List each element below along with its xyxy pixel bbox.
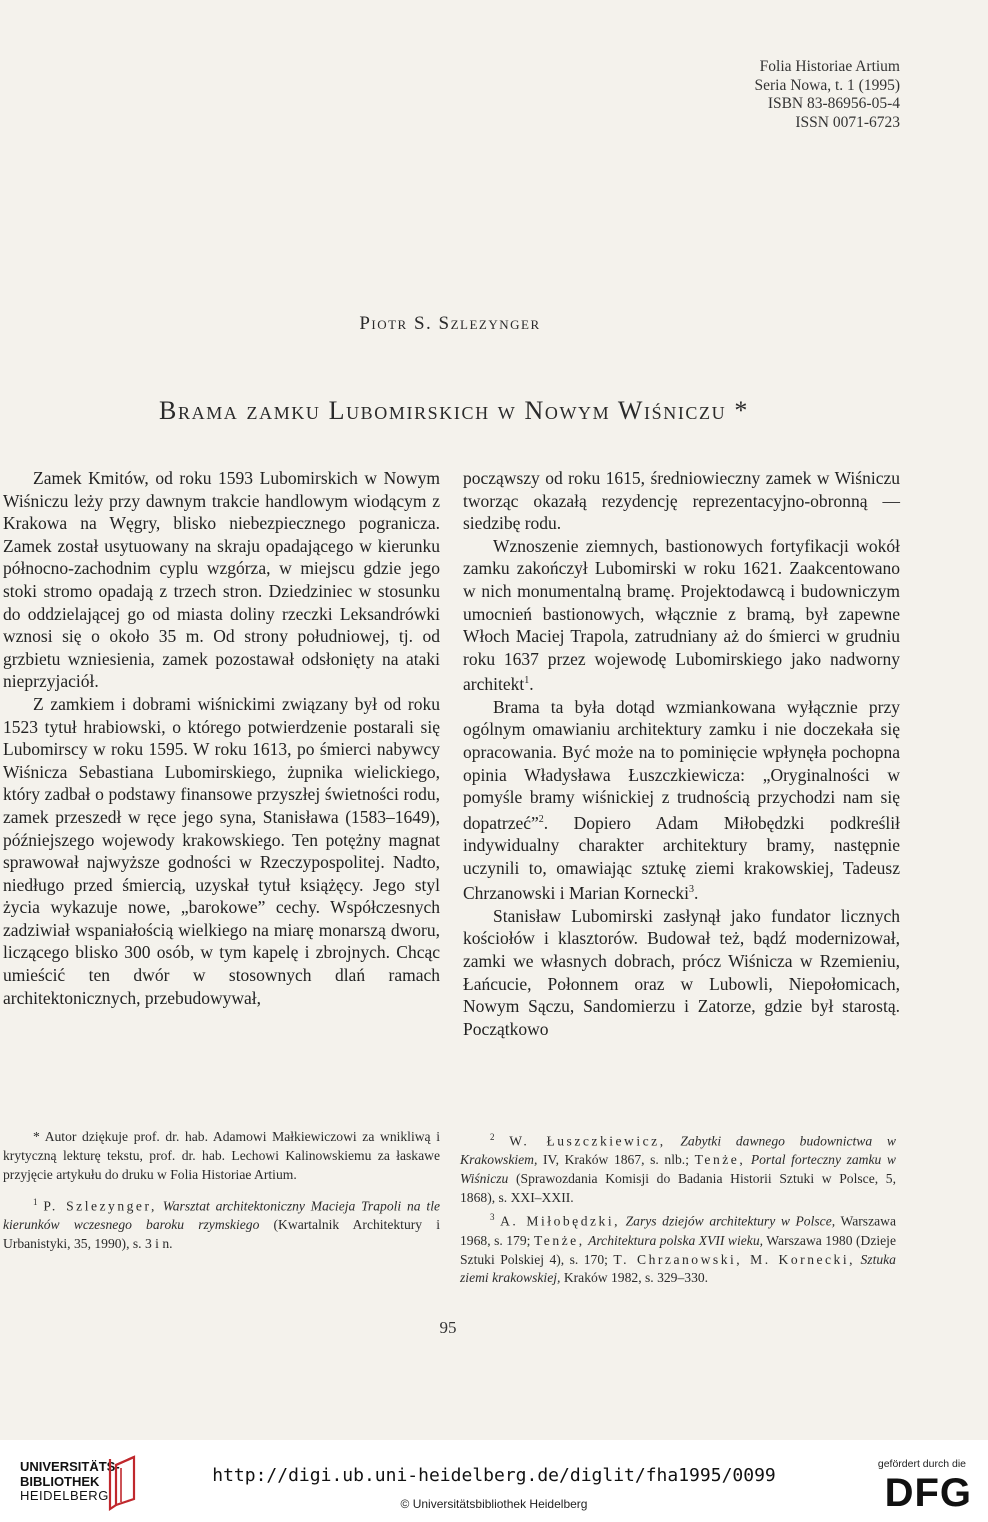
footnote-text: (Sprawozdania Komisji do Badania Historii Sztuki w Polsce, 5, 1868), s. XXI–XXII.	[460, 1171, 896, 1206]
footnotes-left	[3, 1128, 440, 1262]
page-number: 95	[439, 1318, 457, 1337]
paragraph: Zamek Kmitów, od roku 1593 Lubomirskich w Nowym Wiśniczu leży przy dawnym trakcie handlowym wiodącym z Krakowa na Węgry, blisko niebezpiecznego pogranicza. Zamek został usytuowany na skraju opadającego w kierunku północno-zachodnim cyplu wzgórza, w miejscu gdzie jego stoki stromo opadają z trzech stron. Dziedziniec w stosunku do oddzielającej go od miasta doliny rzeczki Leksandrówki wznosi się o około 35 m. Od strony południowej, tj. od grzbietu wzniesienia, zamek pozostawał odsłonięty na ataki nieprzyjaciół.	[3, 468, 440, 692]
footnote-author: P. Szlezynger,	[43, 1198, 157, 1214]
paragraph	[463, 535, 900, 696]
library-name-line: UNIVERSITÄTS-	[20, 1459, 120, 1474]
footnote-text: Autor dziękuje prof. dr. hab. Adamowi Małkiewiczowi za wnikliwą i krytyczną lekturę tekstu, prof. dr. hab. Lechowi Kalinowskiemu za łaskawe przyjęcie artykułu do druku w Folia Historiae Artium.	[3, 1129, 440, 1182]
footnote-work-title: Sztuka ziemi krakowskiej,	[460, 1251, 896, 1286]
paragraph-text: .	[693, 883, 699, 904]
dfg-logo[interactable]: DFG	[884, 1471, 972, 1515]
funding-caption: gefördert durch die	[877, 1458, 966, 1470]
paragraph-text: .	[529, 674, 534, 695]
footnote-mark: *	[33, 1129, 40, 1144]
journal-name: Folia Historiae Artium	[759, 58, 900, 75]
paragraph: począwszy od roku 1615, średniowieczny zamek w Wiśniczu tworząc okazałą rezydencję reprezentacyjno-obronną — siedzibę rodu.	[463, 468, 900, 534]
footnote-author: Tenże,	[533, 1232, 585, 1248]
footnote-work-title: Zabytki dawnego budownictwa w Krakowskiem,	[460, 1133, 896, 1168]
body-column-left	[3, 467, 440, 1009]
journal-isbn: ISBN 83-86956-05-4	[767, 95, 900, 112]
library-name-line: BIBLIOTHEK	[20, 1473, 100, 1489]
article-title-text: Brama zamku Lubomirskich w Nowym Wiśniczu	[159, 396, 727, 425]
footnote-work-title: Architektura polska XVII wieku,	[588, 1232, 764, 1248]
footnote-mark: 2	[490, 1132, 495, 1142]
footnote-ref[interactable]: 1	[524, 675, 530, 687]
paragraph-text: Wznoszenie ziemnych, bastionowych fortyfikacji wokół zamku zakończył Lubomirski w roku 1621. Zaakcentowano w nich monumentalną bramę. Projektodawcą i budowniczym umocnień bastionowych, włącznie z bramą, był zapewne Włoch Maciej Trapola, zatrudniany aż do śmierci w grudniu roku 1637 przez wojewodę Lubomirskiego jako nadworny architekt	[463, 535, 900, 695]
footnote-mark: 3	[490, 1212, 495, 1223]
journal-info	[755, 58, 901, 132]
article-author: Piotr S. Szlezynger	[359, 313, 541, 334]
footnote-ref[interactable]: 3	[688, 884, 694, 896]
footnote-text: IV, Kraków 1867, s. nlb.;	[543, 1152, 689, 1168]
footnotes-right	[460, 1128, 896, 1296]
footnote-mark: 1	[33, 1196, 38, 1207]
footnote-author: A. Miłobędzki,	[500, 1213, 620, 1229]
footnote-text: Warszawa 1980 (Dzieje Sztuki Polskiej 4), s. 170;	[460, 1232, 896, 1267]
paragraph	[463, 696, 900, 905]
paragraph-text: . Dopiero Adam Miłobędzki podkreślił indywidualny charakter architektury bramy, następnie uczynili to, omawiając sztukę ziemi krakowskiej, Tadeusz Chrzanowski i Marian Kornecki	[463, 812, 900, 904]
footnote-work-title: Warsztat architektoniczny Macieja Trapoli na tle kierunków wczesnego baroku rzymskiego	[3, 1198, 440, 1233]
journal-series: Seria Nowa, t. 1 (1995)	[754, 76, 900, 94]
footnote-author: T. Chrzanowski, M. Kornecki,	[613, 1251, 856, 1267]
paragraph: Z zamkiem i dobrami wiśnickimi związany był od roku 1523 tytuł hrabiowski, o którego potwierdzenie postarali się Lubomirscy w roku 1595. W roku 1613, po śmierci nabywcy Wiśnicza Sebastiana Lubomirskiego, żupnika wielickiego, który zadbał o podstawy finansowe przyszłej świetności rodu, zamek przeszedł w ręce jego syna, Stanisława (1583–1649), późniejszego wojewody krakowskiego. Ten potężny magnat sprawował najwyższe godności w Rzeczypospolitej. Nadto, niedługo przed śmiercią, uzyskał tytuł książęcy. Jego styl życia wykazuje nowe, „barokowe” cechy. Współczesnych zadziwiał wspaniałością wielkiego na miarę monarszą dworu, liczącego blisko 300 osób, w tym kapelę i zbrojnych. Chcąc umieścić ten dwór w stosownych dlań ramach architektonicznych, przebudowywał,	[3, 693, 440, 1008]
paragraph-text: Brama ta była dotąd wzmiankowana wyłącznie przy ogólnym omawianiu architektury zamku i nie doczekała się opracowania. Być może na to pominięcie wpłynęła pochopna opinia Władysława Łuszczkiewicza: „Oryginalności w pomyśle bramy wiśnickiej z trudnością przychodzi nam się dopatrzeć”	[463, 696, 900, 833]
paragraph: Stanisław Lubomirski zasłynął jako fundator licznych kościołów i klasztorów. Budował też, bądź modernizował, zamki we własnych dobrach, prócz Wiśnicza w Rzemieniu, Łańcucie, Połonnem oraz w Lubowli, Niepołomicach, Nowym Sączu, Sandomierzu i Zatorze, gdzie był starostą. Początkowo	[463, 905, 900, 1039]
footnote-work-title: Portal forteczny zamku w Wiśniczu	[460, 1152, 896, 1187]
footnote-star	[3, 1128, 440, 1185]
footnote-text: Kraków 1982, s. 329–330.	[563, 1270, 709, 1286]
title-footnote-mark: *	[734, 396, 749, 425]
footnote-author: Tenże,	[694, 1152, 746, 1168]
article-title	[0, 396, 908, 426]
footnote-2	[460, 1128, 896, 1208]
footnote-3	[460, 1208, 896, 1288]
footnote-author: W. Łuszczkiewicz,	[509, 1133, 666, 1149]
footnote-work-title: Zarys dziejów architektury w Polsce,	[625, 1213, 836, 1229]
footnote-text: Warszawa 1968, s. 179;	[460, 1213, 897, 1248]
library-name-line: HEIDELBERG	[20, 1488, 109, 1503]
copyright-notice: © Universitätsbibliothek Heidelberg	[400, 1497, 588, 1511]
footnote-1	[3, 1193, 440, 1254]
permalink-url[interactable]: http://digi.ub.uni-heidelberg.de/diglit/fha1995/0099	[212, 1465, 776, 1486]
footnote-text: (Kwartalnik Architektury i Urbanistyki, 35, 1990), s. 3 i n.	[3, 1217, 440, 1252]
body-column-right	[463, 467, 900, 1040]
footnote-ref[interactable]: 2	[538, 813, 544, 825]
journal-issn: ISSN 0071-6723	[795, 113, 900, 131]
